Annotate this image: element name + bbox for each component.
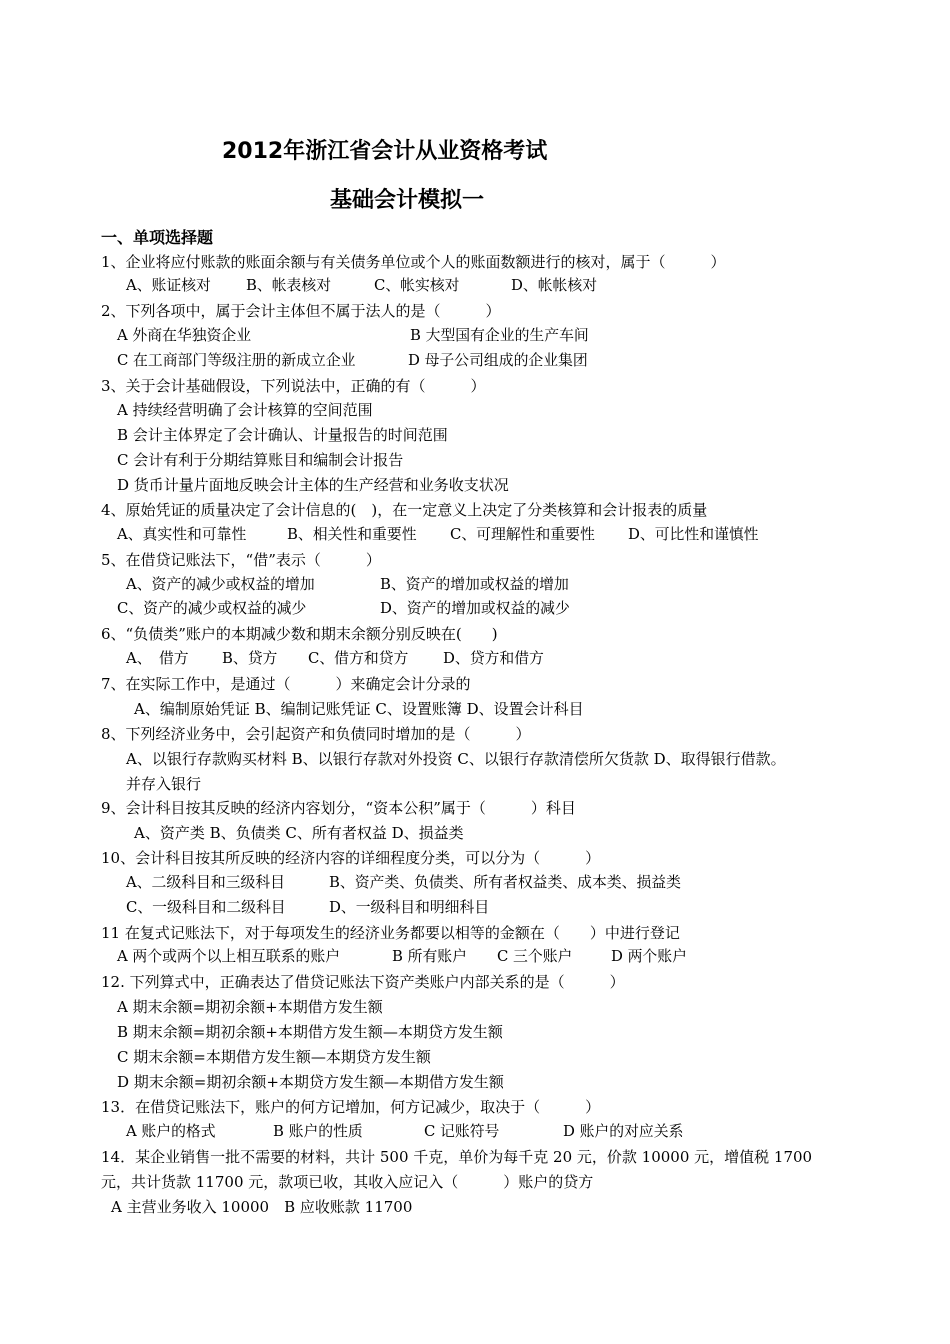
question-5: 5、在借贷记账法下，“借”表示（ ） bbox=[101, 551, 381, 569]
option-d: D、帐帐核对 bbox=[511, 277, 598, 294]
question-12: 12. 下列算式中，正确表达了借贷记账法下资产类账户内部关系的是（ ） bbox=[101, 973, 625, 991]
option-b: B 账户的性质 bbox=[273, 1123, 363, 1140]
option-b: B 会计主体界定了会计确认、计量报告的时间范围 bbox=[117, 426, 448, 444]
option-a: A、资产的减少或权益的增加 bbox=[126, 576, 315, 593]
question-2: 2、下列各项中，属于会计主体但不属于法人的是（ ） bbox=[101, 302, 501, 320]
option-d: D、资产的增加或权益的减少 bbox=[380, 600, 570, 617]
option-b: B、资产类、负债类、所有者权益类、成本类、损益类 bbox=[329, 874, 681, 891]
option-a: A 账户的格式 bbox=[126, 1123, 216, 1140]
options-line-continued: 并存入银行 bbox=[126, 775, 202, 793]
question-11: 11 在复式记账法下，对于每项发生的经济业务都要以相等的金额在（ ）中进行登记 bbox=[101, 924, 680, 942]
question-4: 4、原始凭证的质量决定了会计信息的( )，在一定意义上决定了分类核算和会计报表的质量 bbox=[101, 501, 708, 519]
option-a: A 期末余额=期初余额+本期借方发生额 bbox=[117, 998, 383, 1016]
option-a: A、真实性和可靠性 bbox=[117, 526, 247, 543]
options-line: A、编制原始凭证 B、编制记账凭证 C、设置账簿 D、设置会计科目 bbox=[134, 700, 584, 718]
option-c: C、可理解性和重要性 bbox=[450, 526, 595, 543]
option-d: D 母子公司组成的企业集团 bbox=[408, 352, 588, 369]
option-b: B、帐表核对 bbox=[246, 277, 332, 294]
option-d: D、贷方和借方 bbox=[443, 650, 544, 667]
question-9: 9、会计科目按其反映的经济内容划分，“资本公积”属于（ ）科目 bbox=[101, 799, 576, 817]
question-1: 1、企业将应付账款的账面余额与有关债务单位或个人的账面数额进行的核对，属于（ ） bbox=[101, 253, 726, 271]
option-a: A、二级科目和三级科目 bbox=[126, 874, 285, 891]
option-b: B、贷方 bbox=[222, 650, 278, 667]
option-d: D、一级科目和明细科目 bbox=[329, 899, 490, 916]
question-14: 14．某企业销售一批不需要的材料，共计 500 千克，单价为每千克 20 元，价款 10000 元，增值税 1700 bbox=[101, 1148, 813, 1166]
section-heading: 一、单项选择题 bbox=[101, 228, 214, 247]
question-3: 3、关于会计基础假设，下列说法中，正确的有（ ） bbox=[101, 377, 486, 395]
option-c: C 会计有利于分期结算账目和编制会计报告 bbox=[117, 451, 404, 469]
option-d: D 两个账户 bbox=[611, 948, 687, 965]
option-c: C 期末余额=本期借方发生额—本期贷方发生额 bbox=[117, 1048, 431, 1066]
option-c: C 三个账户 bbox=[497, 948, 573, 965]
option-a: A 持续经营明确了会计核算的空间范围 bbox=[117, 401, 373, 419]
question-8: 8、下列经济业务中，会引起资产和负债同时增加的是（ ） bbox=[101, 725, 531, 743]
document-title: 2012年浙江省会计从业资格考试 bbox=[222, 139, 548, 164]
document-subtitle: 基础会计模拟一 bbox=[330, 188, 485, 213]
options-line: A 主营业务收入 10000 B 应收账款 11700 bbox=[111, 1198, 413, 1216]
option-c: C 记账符号 bbox=[424, 1123, 500, 1140]
option-b: B 期末余额=期初余额+本期借方发生额—本期贷方发生额 bbox=[117, 1023, 503, 1041]
option-c: C、资产的减少或权益的减少 bbox=[117, 600, 307, 617]
option-b: B、相关性和重要性 bbox=[287, 526, 417, 543]
option-b: B 所有账户 bbox=[392, 948, 467, 965]
option-c: C 在工商部门等级注册的新成立企业 bbox=[117, 352, 356, 369]
question-13: 13．在借贷记账法下，账户的何方记增加，何方记减少，取决于（ ） bbox=[101, 1098, 601, 1116]
option-c: C、帐实核对 bbox=[374, 277, 460, 294]
option-d: D、可比性和谨慎性 bbox=[628, 526, 759, 543]
option-b: B、资产的增加或权益的增加 bbox=[380, 576, 569, 593]
option-d: D 货币计量片面地反映会计主体的生产经营和业务收支状况 bbox=[117, 476, 509, 494]
option-d: D 账户的对应关系 bbox=[563, 1123, 684, 1140]
option-d: D 期末余额=期初余额+本期贷方发生额—本期借方发生额 bbox=[117, 1073, 504, 1091]
option-a: A 两个或两个以上相互联系的账户 bbox=[117, 948, 341, 965]
question-10: 10、会计科目按其所反映的经济内容的详细程度分类，可以分为（ ） bbox=[101, 849, 601, 867]
question-14-continued: 元，共计货款 11700 元，款项已收，其收入应记入（ ）账户的贷方 bbox=[101, 1173, 594, 1191]
option-b: B 大型国有企业的生产车间 bbox=[410, 327, 589, 344]
option-c: C、一级科目和二级科目 bbox=[126, 899, 286, 916]
options-line: A、资产类 B、负债类 C、所有者权益 D、损益类 bbox=[134, 824, 464, 842]
question-6: 6、“负债类”账户的本期减少数和期末余额分别反映在( ) bbox=[101, 625, 498, 643]
option-a: A、 借方 bbox=[126, 650, 189, 667]
option-a: A、账证核对 bbox=[126, 277, 211, 294]
question-7: 7、在实际工作中，是通过（ ）来确定会计分录的 bbox=[101, 675, 471, 693]
option-c: C、借方和贷方 bbox=[308, 650, 409, 667]
option-a: A 外商在华独资企业 bbox=[117, 327, 252, 344]
options-line: A、以银行存款购买材料 B、以银行存款对外投资 C、以银行存款清偿所欠货款 D、取得银行借款。 bbox=[126, 750, 786, 768]
